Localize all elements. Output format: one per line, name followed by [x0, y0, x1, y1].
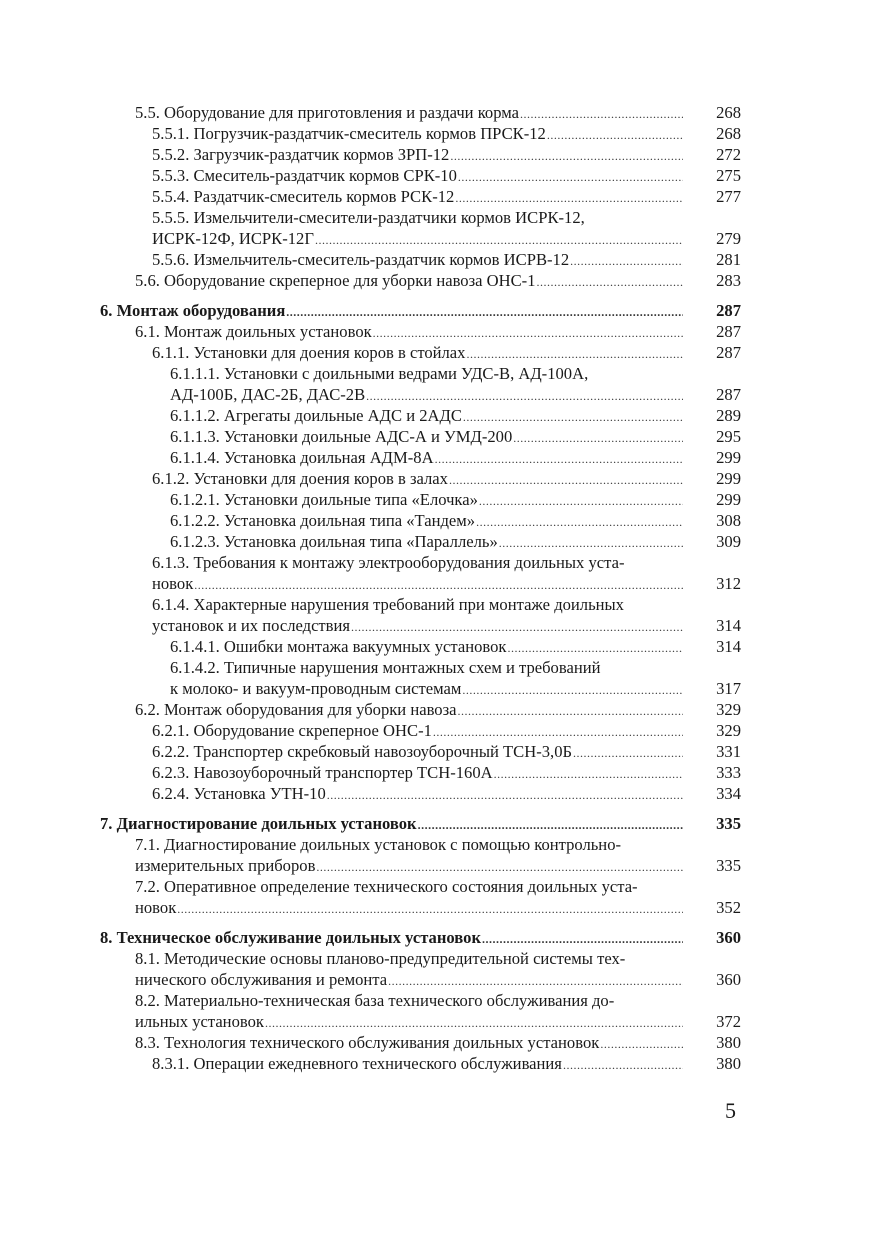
- toc-entry-title-line2: новок: [135, 898, 177, 917]
- toc-page-number: 352: [716, 898, 741, 917]
- toc-entry-title-line1: 7.2. Оперативное определение технического состояния доильных уста-: [135, 877, 638, 896]
- dot-leader: [520, 102, 683, 123]
- toc-entry-title: 6.2.1. Оборудование скреперное ОНС-1: [152, 721, 432, 740]
- toc-page-number: 281: [716, 250, 741, 269]
- toc-entry[interactable]: [100, 342, 741, 363]
- toc-chapter-entry[interactable]: [100, 300, 741, 321]
- toc-page-number: 312: [716, 574, 741, 593]
- dot-leader: [463, 405, 683, 426]
- toc-entry-title-line2: АД-100Б, ДАС-2Б, ДАС-2В: [170, 385, 366, 404]
- dot-leader: [418, 813, 683, 834]
- toc-entry[interactable]: [100, 720, 741, 741]
- section-gap: [100, 804, 741, 813]
- toc-page-number: 287: [716, 343, 741, 362]
- dot-leader: [194, 573, 683, 594]
- dot-leader: [499, 531, 683, 552]
- toc-page-number: 299: [716, 490, 741, 509]
- toc-entry-title: 7. Диагностирование доильных установок: [100, 814, 417, 833]
- toc-entry[interactable]: [100, 834, 741, 876]
- toc-entry-title: 6.1.1.3. Установки доильные АДС-А и УМД-200: [170, 427, 513, 446]
- dot-leader: [315, 228, 683, 249]
- toc-entry-title-line2: новок: [152, 574, 194, 593]
- toc-entry-title: 5.5.6. Измельчитель-смеситель-раздатчик кормов ИСРВ-12: [152, 250, 570, 269]
- toc-entry-title: 6.2.2. Транспортер скребковый навозоуборочный ТСН-3,0Б: [152, 742, 573, 761]
- toc-page-number: 287: [716, 385, 741, 404]
- dot-leader: [388, 969, 683, 990]
- toc-entry-title: 5.5.1. Погрузчик-раздатчик-смеситель кормов ПРСК-12: [152, 124, 546, 143]
- toc-entry[interactable]: [100, 405, 741, 426]
- toc-page-number: 314: [716, 637, 741, 656]
- toc-page-number: 279: [716, 229, 741, 248]
- toc-entry[interactable]: [100, 249, 741, 270]
- toc-entry[interactable]: [100, 990, 741, 1032]
- toc-entry-title: 6.1. Монтаж доильных установок: [135, 322, 372, 341]
- toc-page-number: 314: [716, 616, 741, 635]
- toc-entry-title: 5.5.4. Раздатчик-смеситель кормов РСК-12: [152, 187, 455, 206]
- toc-entry[interactable]: [100, 594, 741, 636]
- dot-leader: [573, 741, 683, 762]
- toc-entry-title-line1: 6.1.4.2. Типичные нарушения монтажных схем и требований: [170, 658, 601, 677]
- toc-page-number: 380: [716, 1033, 741, 1052]
- toc-entry[interactable]: [100, 123, 741, 144]
- toc-entry-title: 6.2.3. Навозоуборочный транспортер ТСН-160А: [152, 763, 493, 782]
- toc-entry[interactable]: [100, 783, 741, 804]
- toc-page-number: 289: [716, 406, 741, 425]
- toc-entry[interactable]: [100, 948, 741, 990]
- toc-entry[interactable]: [100, 144, 741, 165]
- toc-chapter-entry[interactable]: [100, 813, 741, 834]
- toc-entry-title: 6.2.4. Установка УТН-10: [152, 784, 326, 803]
- toc-page-number: 335: [716, 814, 741, 833]
- dot-leader: [265, 1011, 683, 1032]
- dot-leader: [458, 699, 683, 720]
- toc-entry-title: 6.1.2.3. Установка доильная типа «Параллель»: [170, 532, 498, 551]
- toc-entry-title-line1: 6.1.4. Характерные нарушения требований при монтаже доильных: [152, 595, 624, 614]
- toc-entry-title-line2: нического обслуживания и ремонта: [135, 970, 388, 989]
- dot-leader: [458, 165, 683, 186]
- dot-leader: [455, 186, 683, 207]
- toc-page-number: 317: [716, 679, 741, 698]
- toc-entry-title-line1: 6.1.3. Требования к монтажу электрооборудования доильных уста-: [152, 553, 625, 572]
- dot-leader: [563, 1053, 683, 1074]
- dot-leader: [507, 636, 683, 657]
- toc-entry[interactable]: [100, 321, 741, 342]
- dot-leader: [449, 468, 683, 489]
- toc-page-number: 295: [716, 427, 741, 446]
- dot-leader: [466, 342, 683, 363]
- toc-page-number: 335: [716, 856, 741, 875]
- dot-leader: [479, 489, 683, 510]
- toc-entry-title: 6. Монтаж оборудования: [100, 301, 286, 320]
- dot-leader: [513, 426, 683, 447]
- section-gap: [100, 291, 741, 300]
- dot-leader: [351, 615, 683, 636]
- toc-page-number: 334: [716, 784, 741, 803]
- toc-entry-title-line2: установок и их последствия: [152, 616, 351, 635]
- toc-entry[interactable]: [100, 762, 741, 783]
- toc-page-number: 380: [716, 1054, 741, 1073]
- dot-leader: [450, 144, 683, 165]
- toc-entry[interactable]: [100, 699, 741, 720]
- toc-page-number: 299: [716, 469, 741, 488]
- toc-page-number: 308: [716, 511, 741, 530]
- dot-leader: [435, 447, 683, 468]
- dot-leader: [462, 678, 683, 699]
- toc-page-number: 329: [716, 721, 741, 740]
- toc-entry-title: 6.1.2.1. Установки доильные типа «Елочка»: [170, 490, 478, 509]
- toc-entry-title-line1: 8.1. Методические основы планово-предупредительной системы тех-: [135, 949, 626, 968]
- toc-page-number: 331: [716, 742, 741, 761]
- toc-entry[interactable]: [100, 186, 741, 207]
- toc-entry-title: 8. Техническое обслуживание доильных установок: [100, 928, 482, 947]
- dot-leader: [366, 384, 683, 405]
- toc-page-number: 360: [716, 970, 741, 989]
- toc-entry-title: 8.3.1. Операции ежедневного технического обслуживания: [152, 1054, 562, 1073]
- toc-page-number: 277: [716, 187, 741, 206]
- dot-leader: [482, 927, 683, 948]
- toc-entry[interactable]: [100, 207, 741, 249]
- toc-entry[interactable]: [100, 1053, 741, 1074]
- dot-leader: [373, 321, 683, 342]
- toc-page-number: 372: [716, 1012, 741, 1031]
- toc-entry[interactable]: [100, 270, 741, 291]
- toc-entry[interactable]: [100, 102, 741, 123]
- toc-entry[interactable]: [100, 489, 741, 510]
- toc-chapter-entry[interactable]: [100, 927, 741, 948]
- toc-entry-title: 6.1.4.1. Ошибки монтажа вакуумных установок: [170, 637, 507, 656]
- dot-leader: [327, 783, 683, 804]
- toc-page-number: 268: [716, 124, 741, 143]
- dot-leader: [570, 249, 683, 270]
- toc-entry[interactable]: [100, 510, 741, 531]
- dot-leader: [433, 720, 683, 741]
- dot-leader: [547, 123, 683, 144]
- toc-entry-title: 6.1.1. Установки для доения коров в стойлах: [152, 343, 466, 362]
- toc-entry-title-line2: ИСРК-12Ф, ИСРК-12Г: [152, 229, 314, 248]
- toc-entry[interactable]: [100, 363, 741, 405]
- toc-page-number: 360: [716, 928, 741, 947]
- toc-entry[interactable]: [100, 636, 741, 657]
- toc-entry-title: 6.2. Монтаж оборудования для уборки навоза: [135, 700, 457, 719]
- toc-entry-title-line1: 8.2. Материально-техническая база технического обслуживания до-: [135, 991, 615, 1010]
- toc-entry[interactable]: [100, 165, 741, 186]
- toc-page-number: 268: [716, 103, 741, 122]
- dot-leader: [600, 1032, 683, 1053]
- toc-entry-title: 5.5.2. Загрузчик-раздатчик кормов ЗРП-12: [152, 145, 450, 164]
- section-gap: [100, 918, 741, 927]
- toc-entry[interactable]: [100, 531, 741, 552]
- toc-entry[interactable]: [100, 552, 741, 594]
- dot-leader: [316, 855, 683, 876]
- toc-page-number: 287: [716, 322, 741, 341]
- toc-entry[interactable]: [100, 741, 741, 762]
- table-of-contents: [100, 102, 741, 1074]
- toc-entry[interactable]: [100, 468, 741, 489]
- toc-entry-title-line1: 6.1.1.1. Установки с доильными ведрами УДС-В, АД-100А,: [170, 364, 589, 383]
- toc-entry-title-line2: к молоко- и вакуум-проводным системам: [170, 679, 462, 698]
- toc-entry-title: 6.1.1.2. Агрегаты доильные АДС и 2АДС: [170, 406, 462, 425]
- toc-page-number: 309: [716, 532, 741, 551]
- toc-page-number: 283: [716, 271, 741, 290]
- toc-page-number: 329: [716, 700, 741, 719]
- dot-leader: [537, 270, 683, 291]
- toc-entry-title-line1: 5.5.5. Измельчители-смесители-раздатчики кормов ИСРК-12,: [152, 208, 585, 227]
- toc-page-number: 275: [716, 166, 741, 185]
- toc-entry-title: 5.6. Оборудование скреперное для уборки навоза ОНС-1: [135, 271, 536, 290]
- toc-page-number: 299: [716, 448, 741, 467]
- toc-page-number: 333: [716, 763, 741, 782]
- toc-entry[interactable]: [100, 657, 741, 699]
- toc-entry-title: 5.5.3. Смеситель-раздатчик кормов СРК-10: [152, 166, 457, 185]
- dot-leader: [286, 300, 683, 321]
- toc-entry[interactable]: [100, 426, 741, 447]
- dot-leader: [177, 897, 683, 918]
- dot-leader: [494, 762, 683, 783]
- toc-entry-title-line2: измерительных приборов: [135, 856, 316, 875]
- page-number: 5: [725, 1098, 736, 1123]
- toc-entry[interactable]: [100, 876, 741, 918]
- toc-entry-title: 8.3. Технология технического обслуживания доильных установок: [135, 1033, 600, 1052]
- toc-entry-title-line2: ильных установок: [135, 1012, 264, 1031]
- toc-entry-title: 6.1.2.2. Установка доильная типа «Тандем»: [170, 511, 476, 530]
- dot-leader: [476, 510, 683, 531]
- toc-entry[interactable]: [100, 1032, 741, 1053]
- toc-entry-title-line1: 7.1. Диагностирование доильных установок с помощью контрольно-: [135, 835, 622, 854]
- toc-entry-title: 5.5. Оборудование для приготовления и раздачи корма: [135, 103, 520, 122]
- toc-entry[interactable]: [100, 447, 741, 468]
- toc-page-number: 272: [716, 145, 741, 164]
- toc-entry-title: 6.1.1.4. Установка доильная АДМ-8А: [170, 448, 434, 467]
- toc-page-number: 287: [716, 301, 741, 320]
- toc-entry-title: 6.1.2. Установки для доения коров в залах: [152, 469, 448, 488]
